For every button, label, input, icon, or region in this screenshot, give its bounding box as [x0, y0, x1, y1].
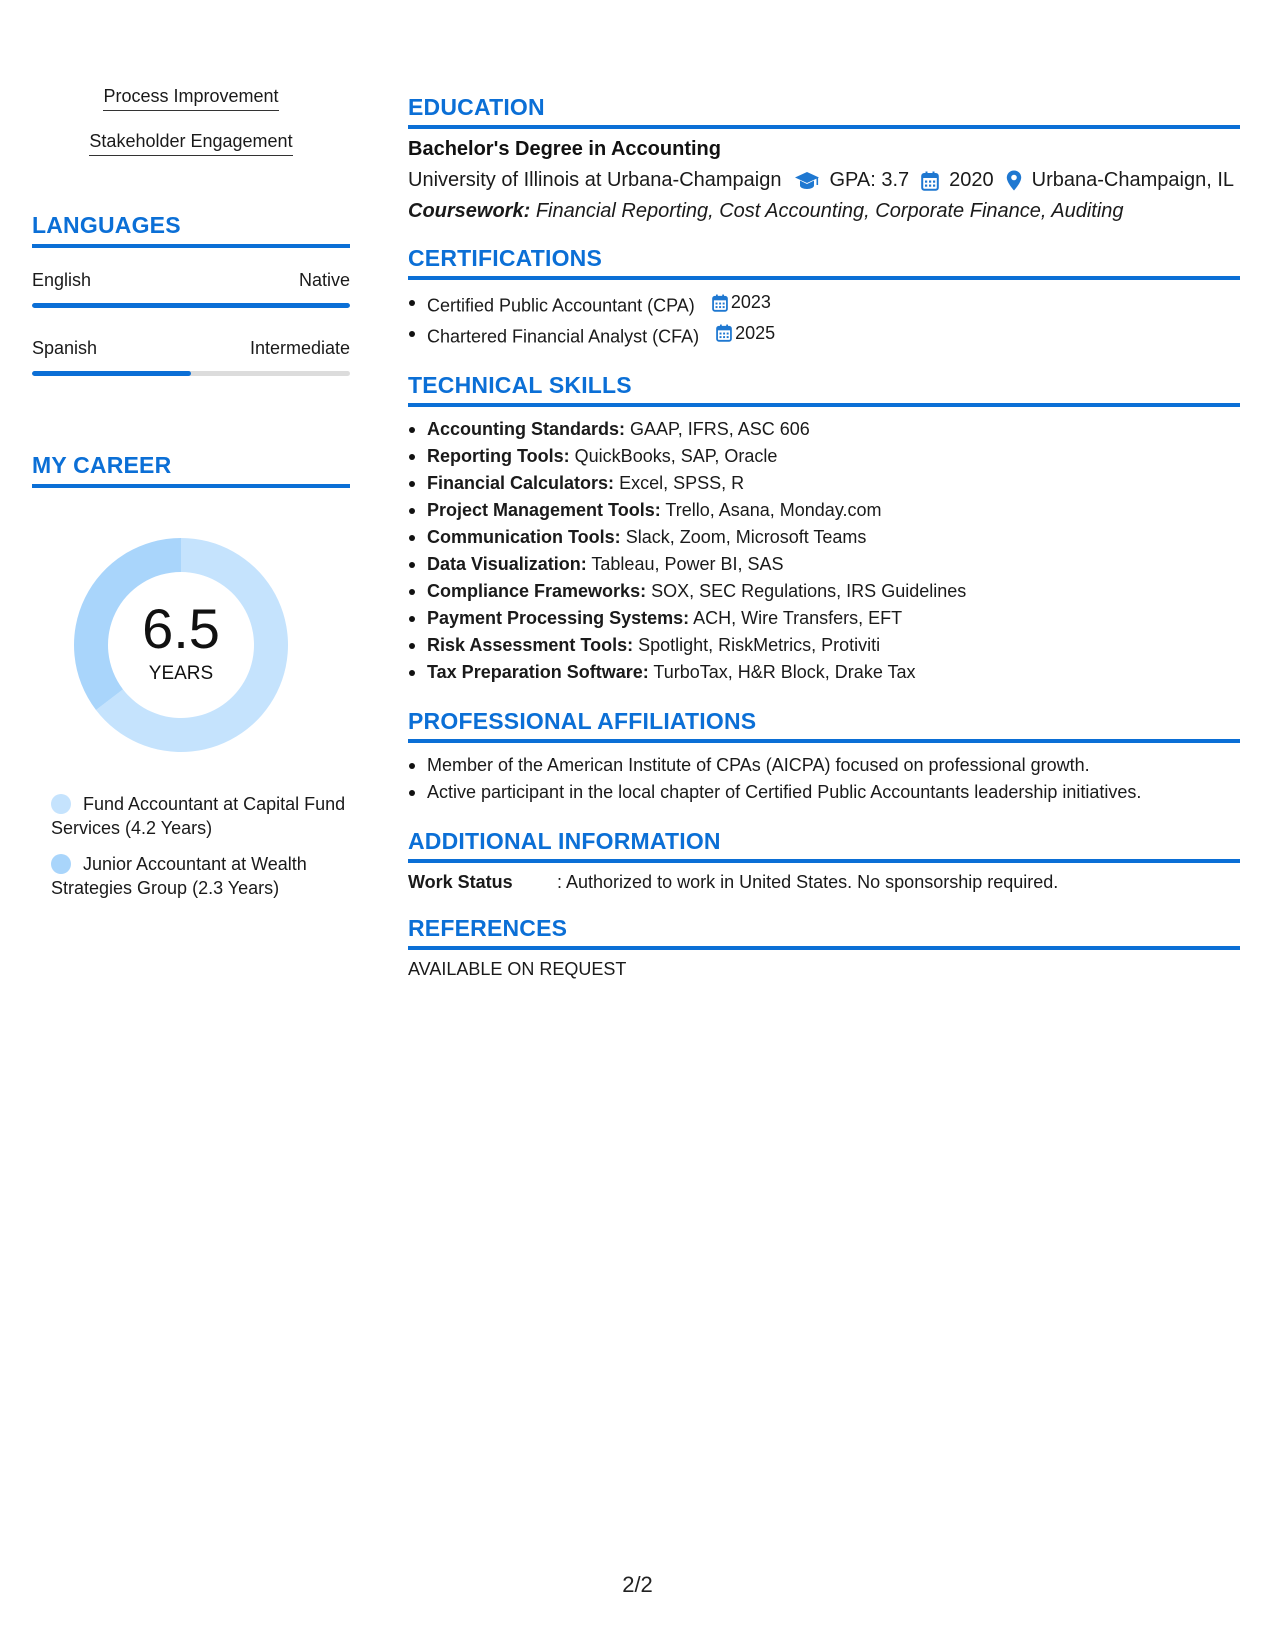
references-section — [408, 915, 1240, 980]
skill-category: Compliance Frameworks: — [427, 581, 647, 601]
skill-values: SOX, SEC Regulations, IRS Guidelines — [651, 581, 967, 601]
certification-item — [408, 320, 1240, 351]
skill-tag: Process Improvement — [103, 86, 278, 111]
legend-dot — [51, 854, 71, 874]
technical-skill-item — [408, 524, 1240, 551]
calendar-icon — [921, 171, 939, 191]
language-bar — [32, 303, 350, 308]
skill-values: Trello, Asana, Monday.com — [665, 500, 882, 520]
language-name: English — [32, 270, 92, 290]
right-column — [408, 94, 1240, 980]
technical-skill-item — [408, 659, 1240, 686]
legend-dot — [51, 794, 71, 814]
career-total-value: 6.5 — [142, 597, 220, 660]
skill-values: GAAP, IFRS, ASC 606 — [630, 419, 810, 439]
skill-values: Slack, Zoom, Microsoft Teams — [625, 527, 867, 547]
skill-values: Spotlight, RiskMetrics, Protiviti — [638, 635, 881, 655]
skill-values: TurboTax, H&R Block, Drake Tax — [653, 662, 916, 682]
gpa: GPA: 3.7 — [829, 169, 910, 191]
affiliations-section — [408, 708, 1240, 806]
technical-skill-item — [408, 443, 1240, 470]
technical-skill-item — [408, 470, 1240, 497]
languages-section — [32, 212, 350, 376]
skill-category: Communication Tools: — [427, 527, 621, 547]
career-section — [32, 452, 350, 900]
skill-category: Project Management Tools: — [427, 500, 661, 520]
language-item — [32, 338, 350, 376]
school-name: University of Illinois at Urbana-Champaign — [408, 169, 782, 191]
skill-category: Risk Assessment Tools: — [427, 635, 634, 655]
career-total-unit: YEARS — [148, 663, 214, 684]
skill-category: Data Visualization: — [427, 554, 587, 574]
language-level: Native — [298, 270, 350, 290]
career-legend — [32, 792, 350, 900]
references-heading: REFERENCES — [408, 915, 1240, 950]
skill-category: Accounting Standards: — [427, 419, 626, 439]
coursework-list: Financial Reporting, Cost Accounting, Corporate Finance, Auditing — [535, 200, 1124, 222]
career-legend-label: Junior Accountant at Wealth Strategies Group (2.3 Years) — [51, 854, 307, 898]
career-legend-item — [51, 792, 350, 840]
calendar-icon — [716, 324, 732, 342]
graduation-year: 2020 — [949, 169, 994, 191]
skill-category: Reporting Tools: — [427, 446, 570, 466]
page-number: 2/2 — [622, 1572, 653, 1597]
certification-name: Certified Public Accountant (CPA) — [427, 295, 695, 316]
certifications-heading: CERTIFICATIONS — [408, 245, 1240, 280]
language-bar-fill — [32, 303, 350, 308]
technical-skills-section — [408, 372, 1240, 686]
language-bar-fill — [32, 371, 191, 376]
technical-skills-heading: TECHNICAL SKILLS — [408, 372, 1240, 407]
additional-info-section — [408, 828, 1240, 893]
skill-values: QuickBooks, SAP, Oracle — [574, 446, 778, 466]
graduation-cap-icon — [794, 171, 820, 191]
technical-skill-item — [408, 416, 1240, 443]
language-name: Spanish — [32, 338, 98, 358]
skill-tag: Stakeholder Engagement — [89, 131, 292, 156]
skill-values: Tableau, Power BI, SAS — [591, 554, 784, 574]
certifications-section — [408, 245, 1240, 350]
certification-year: 2023 — [730, 292, 771, 312]
technical-skills-list — [408, 416, 1240, 686]
language-bar — [32, 371, 350, 376]
technical-skill-item — [408, 578, 1240, 605]
additional-info-heading: ADDITIONAL INFORMATION — [408, 828, 1240, 863]
education-details — [408, 169, 1240, 192]
languages-heading: LANGUAGES — [32, 212, 350, 248]
technical-skill-item — [408, 605, 1240, 632]
calendar-icon — [712, 294, 728, 312]
affiliation-item: Active participant in the local chapter of Certified Public Accountants leadership initiatives. — [408, 779, 1240, 806]
language-level: Intermediate — [249, 338, 350, 358]
certification-name: Chartered Financial Analyst (CFA) — [427, 326, 700, 346]
affiliation-item: Member of the American Institute of CPAs (AICPA) focused on professional growth. — [408, 752, 1240, 779]
language-item — [32, 270, 350, 308]
left-column — [32, 86, 350, 900]
degree-title: Bachelor's Degree in Accounting — [408, 138, 721, 160]
certification-item — [408, 289, 1240, 320]
work-status-value: : Authorized to work in United States. No sponsorship required. — [557, 872, 1059, 892]
career-donut-chart — [66, 530, 296, 760]
education-heading: EDUCATION — [408, 94, 1240, 129]
career-legend-label: Fund Accountant at Capital Fund Services (4.2 Years) — [51, 794, 346, 838]
skill-category: Financial Calculators: — [427, 473, 615, 493]
references-text: AVAILABLE ON REQUEST — [408, 959, 627, 979]
location-pin-icon — [1006, 170, 1022, 191]
skill-category: Tax Preparation Software: — [427, 662, 649, 682]
certification-year: 2025 — [735, 322, 776, 343]
education-section — [408, 94, 1240, 223]
coursework-label: Coursework: — [408, 200, 531, 222]
career-heading: MY CAREER — [32, 452, 350, 488]
coursework — [408, 200, 1240, 223]
work-status-label: Work Status — [408, 872, 513, 892]
technical-skill-item — [408, 551, 1240, 578]
skill-values: ACH, Wire Transfers, EFT — [693, 608, 903, 628]
affiliations-heading: PROFESSIONAL AFFILIATIONS — [408, 708, 1240, 743]
skill-values: Excel, SPSS, R — [619, 473, 745, 493]
school-location: Urbana-Champaign, IL — [1031, 169, 1235, 191]
technical-skill-item — [408, 632, 1240, 659]
work-status-row — [408, 872, 1240, 893]
career-legend-item — [51, 852, 350, 900]
technical-skill-item — [408, 497, 1240, 524]
skill-category: Payment Processing Systems: — [427, 608, 690, 628]
